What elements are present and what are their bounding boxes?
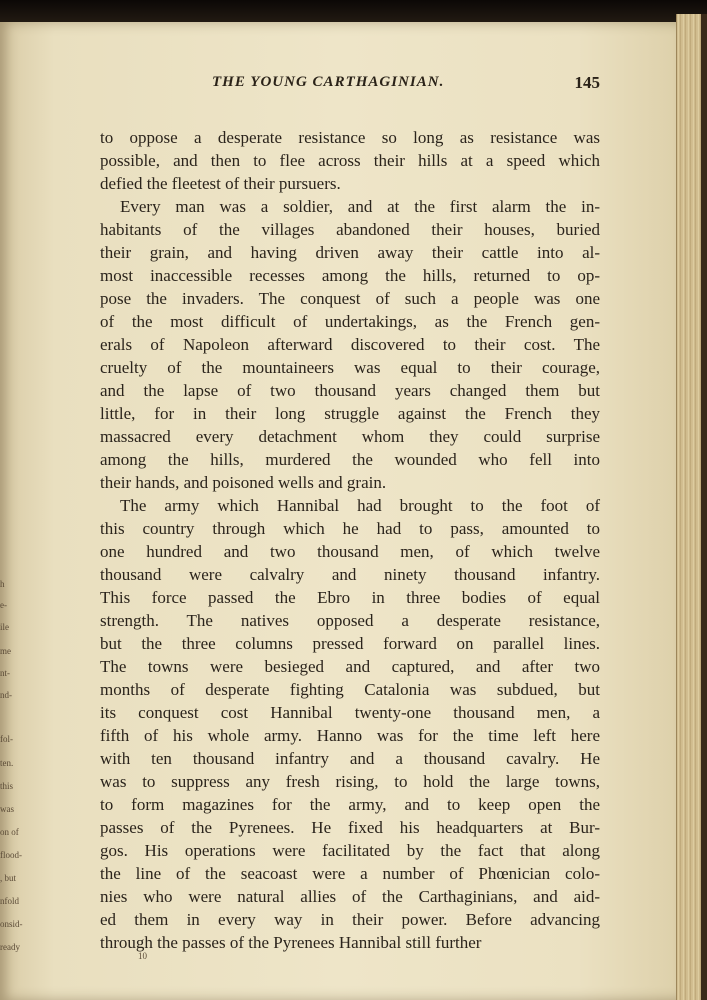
text-line: most inaccessible recesses among the hills, returned to op- [100,266,600,285]
text-line: Every man was a soldier, and at the first alarm the in- [120,197,600,216]
fragment: me [0,646,11,656]
text-line: but the three columns pressed forward on parallel lines. [100,634,600,653]
signature-mark: 10 [138,951,147,961]
text-line: of the most difficult of undertakings, as the French gen- [100,312,600,331]
text-line: to oppose a desperate resistance so long as resistance was [100,128,600,147]
fragment: nfold [0,896,19,906]
text-line: this country through which he had to pass, amounted to [100,519,600,538]
book-cover-edge [701,14,707,1000]
text-line: their grain, and having driven away their cattle into al- [100,243,600,262]
body-text [100,126,600,954]
fragment: , but [0,873,17,883]
text-line: The towns were besieged and captured, and after two [100,657,600,676]
page-header [100,74,600,98]
text-line: passes of the Pyrenees. He fixed his headquarters at Bur- [100,818,600,837]
text-line: ed them in every way in their power. Before advancing [100,910,600,929]
text-line: pose the invaders. The conquest of such a people was one [100,289,600,308]
text-line: to form magazines for the army, and to keep open the [100,795,600,814]
text-line: habitants of the villages abandoned their houses, buried [100,220,600,239]
text-line: and the lapse of two thousand years changed them but [100,381,600,400]
fragment: nd- [0,690,12,700]
text-line: with ten thousand infantry and a thousand cavalry. He [100,749,600,768]
fragment: e- [0,600,7,610]
text-line: erals of Napoleon afterward discovered to their cost. The [100,335,600,354]
text-line: massacred every detachment whom they could surprise [100,427,600,446]
text-line: their hands, and poisoned wells and grain. [100,473,387,492]
text-line: its conquest cost Hannibal twenty-one thousand men, a [100,703,600,722]
fragment: fol- [0,734,13,744]
text-line: little, for in their long struggle against the French they [100,404,600,423]
text-line: through the passes of the Pyrenees Hannibal still further [100,933,482,952]
fragment: this [0,781,14,791]
facing-page-fragments [0,22,23,1000]
text-line: thousand were calvalry and ninety thousand infantry. [100,565,600,584]
text-line: The army which Hannibal had brought to the foot of [120,496,600,515]
text-line: fifth of his whole army. Hanno was for the time left here [100,726,600,745]
text-line: This force passed the Ebro in three bodies of equal [100,588,600,607]
text-line: nies who were natural allies of the Carthaginians, and aid- [100,887,600,906]
fragment: flood- [0,850,22,860]
fragment: nt- [0,668,10,678]
fragment: ten. [0,758,14,768]
fragment: ile [0,622,9,632]
fragment: onsid- [0,919,23,929]
text-line: was to suppress any fresh rising, to hold the large towns, [100,772,600,791]
fragment: was [0,804,14,814]
running-title: THE YOUNG CARTHAGINIAN. [212,74,445,90]
text-line: the line of the seacoast were a number of Phœnician colo- [100,864,600,883]
text-line: one hundred and two thousand men, of which twelve [100,542,600,561]
text-line: among the hills, murdered the wounded who fell into [100,450,600,469]
page-number: 145 [574,73,600,92]
text-line: months of desperate fighting Catalonia was subdued, but [100,680,600,699]
fragment: ready [0,942,20,952]
text-line: defied the fleetest of their pursuers. [100,174,341,193]
text-line: possible, and then to flee across their hills at a speed which [100,151,600,170]
fragment: on of [0,827,19,837]
text-line: strength. The natives opposed a desperate resistance, [100,611,600,630]
text-line: cruelty of the mountaineers was equal to their courage, [100,358,600,377]
text-line: gos. His operations were facilitated by the fact that along [100,841,600,860]
fragment: h [0,579,5,589]
